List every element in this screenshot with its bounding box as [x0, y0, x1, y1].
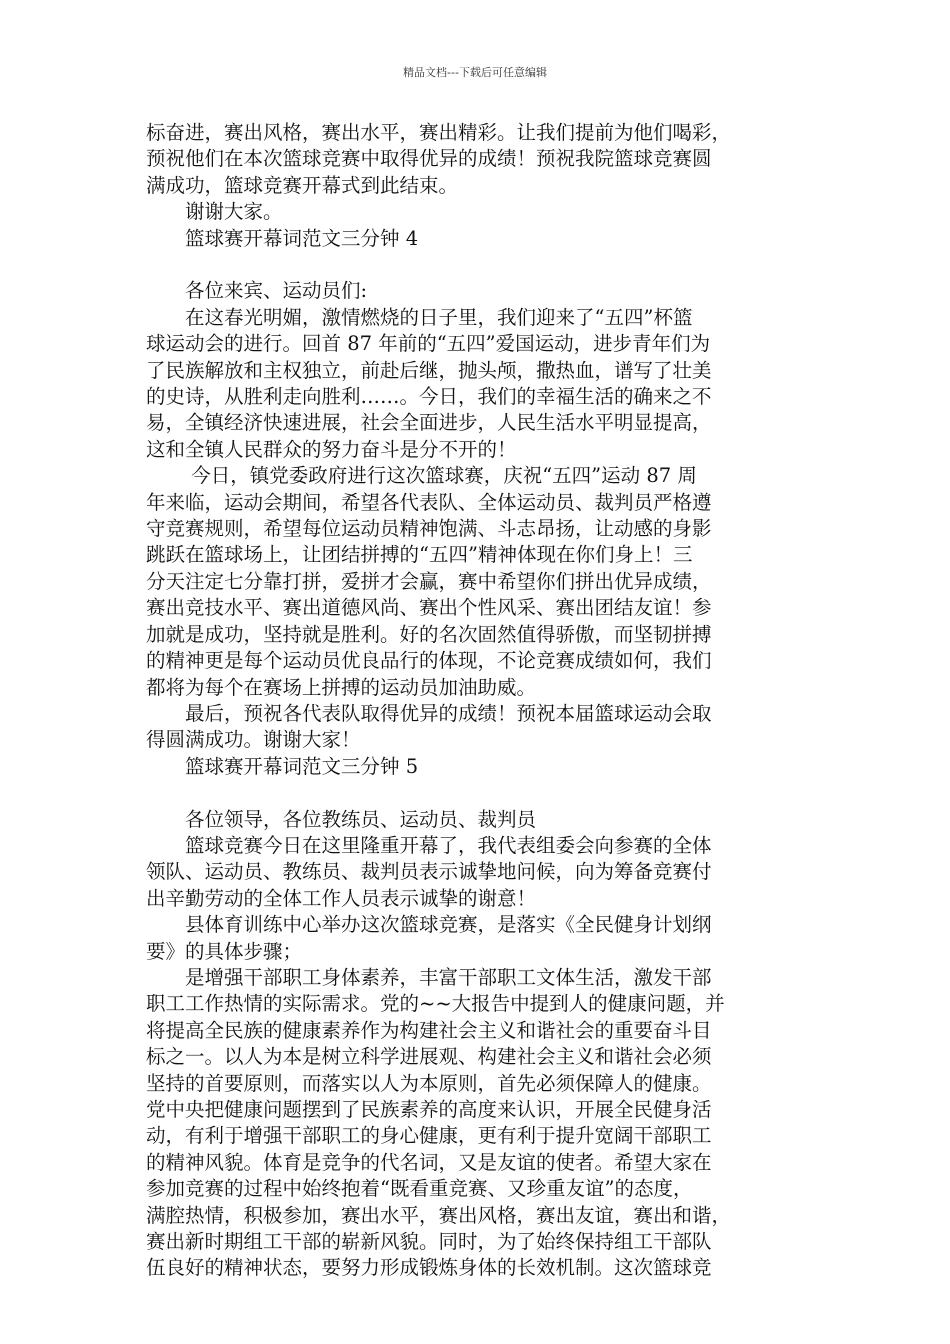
text-line: 各位来宾、运动员们: [146, 279, 368, 303]
page-header: 精品文档---下载后可任意编辑 [403, 66, 547, 79]
blank-line [146, 780, 822, 806]
text-line: 伍良好的精神状态，要努力形成锻炼身体的长效机制。这次篮球竞 [146, 1256, 712, 1280]
text-line: 满成功，篮球竞赛开幕式到此结束。 [146, 173, 459, 197]
text-line: 谢谢大家。 [146, 200, 283, 224]
text-line: 易，全镇经济快速进展，社会全面进步，人民生活水平明显提高， [146, 411, 712, 435]
text-line: 动，有利于增强干部职工的身心健康，更有利于提升宽阔干部职工 [146, 1124, 712, 1148]
text-line: 跳跃在篮球场上，让团结拼搏的“五四”精神体现在你们身上！三 [146, 543, 693, 567]
text-line: 满腔热情，积极参加，赛出水平，赛出风格，赛出友谊，赛出和谐， [146, 1203, 732, 1227]
text-line: 球运动会的进行。回首 87 年前的“五四”爱国运动，进步青年们为 [146, 332, 711, 356]
text-line: 的精神更是每个运动员优良品行的体现，不论竞赛成绩如何，我们 [146, 649, 712, 673]
text-line: 出辛勤劳动的全体工作人员表示诚挚的谢意！ [146, 886, 537, 910]
text-line: 赛出竞技水平、赛出道德风尚、赛出个性风采、赛出团结友谊！参 [146, 596, 712, 620]
text-line: 守竞赛规则，希望每位运动员精神饱满、斗志昂扬，让动感的身影 [146, 517, 712, 541]
text-line: 预祝他们在本次篮球竞赛中取得优异的成绩！预祝我院篮球竞赛圆 [146, 147, 712, 171]
text-line: 要》的具体步骤； [146, 939, 303, 963]
text-line: 加就是成功，坚持就是胜利。好的名次固然值得骄傲，而坚韧拼搏 [146, 622, 712, 646]
text-line: 坚持的首要原则，而落实以人为本原则，首先必须保障人的健康。 [146, 1071, 712, 1095]
text-line: 标之一。以人为本是树立科学进展观、构建社会主义和谐社会必须 [146, 1045, 712, 1069]
text-line: 是增强干部职工身体素养，丰富干部职工文体生活，激发干部 [146, 965, 712, 989]
text-line: 在这春光明媚，激情燃烧的日子里，我们迎来了“五四”杯篮 [146, 305, 693, 329]
text-line: 年来临，运动会期间，希望各代表队、全体运动员、裁判员严格遵 [146, 490, 712, 514]
text-line: 标奋进，赛出风格，赛出水平，赛出精彩。让我们提前为他们喝彩， [146, 121, 732, 144]
text-line: 党中央把健康问题摆到了民族素养的高度来认识，开展全民健身活 [146, 1098, 712, 1121]
text-line: 县体育训练中心举办这次篮球竞赛，是落实《全民健身计划纲 [146, 913, 712, 937]
text-line: 的史诗，从胜利走向胜利……。今日，我们的幸福生活的确来之不 [146, 385, 712, 409]
blank-line [146, 252, 822, 278]
text-line: 参加竞赛的过程中始终抱着“既看重竞赛、又珍重友谊”的态度， [146, 1177, 693, 1201]
text-line: 篮球赛开幕词范文三分钟 4 [146, 226, 419, 250]
text-line: 今日，镇党委政府进行这次篮球赛，庆祝“五四”运动 87 周 [146, 464, 697, 488]
text-line: 将提高全民族的健康素养作为构建社会主义和谐社会的重要奋斗目 [146, 1018, 712, 1042]
text-line: 篮球竞赛今日在这里隆重开幕了，我代表组委会向参赛的全体 [146, 833, 712, 857]
text-line: 这和全镇人民群众的努力奋斗是分不开的！ [146, 437, 517, 461]
text-line: 的精神风貌。体育是竞争的代名词，又是友谊的使者。希望大家在 [146, 1150, 712, 1174]
text-line: 得圆满成功。谢谢大家！ [146, 728, 361, 752]
text-line: 职工工作热情的实际需求。党的~~大报告中提到人的健康问题，并 [146, 992, 725, 1016]
text-line: 了民族解放和主权独立，前赴后继，抛头颅，撒热血，谱写了壮美 [146, 358, 712, 382]
text-line: 领队、运动员、教练员、裁判员表示诚挚地问候，向为筹备竞赛付 [146, 860, 712, 884]
text-line: 赛出新时期组工干部的崭新风貌。同时，为了始终保持组工干部队 [146, 1230, 712, 1254]
text-line: 分天注定七分靠打拼，爱拼才会赢，赛中希望你们拼出优异成绩， [146, 569, 712, 593]
text-line: 最后，预祝各代表队取得优异的成绩！预祝本届篮球运动会取 [146, 701, 712, 725]
document-body [146, 120, 822, 1282]
text-line: 都将为每个在赛场上拼搏的运动员加油助威。 [146, 675, 537, 699]
text-line: 各位领导，各位教练员、运动员、裁判员 [146, 807, 537, 831]
text-line: 篮球赛开幕词范文三分钟 5 [146, 754, 419, 778]
